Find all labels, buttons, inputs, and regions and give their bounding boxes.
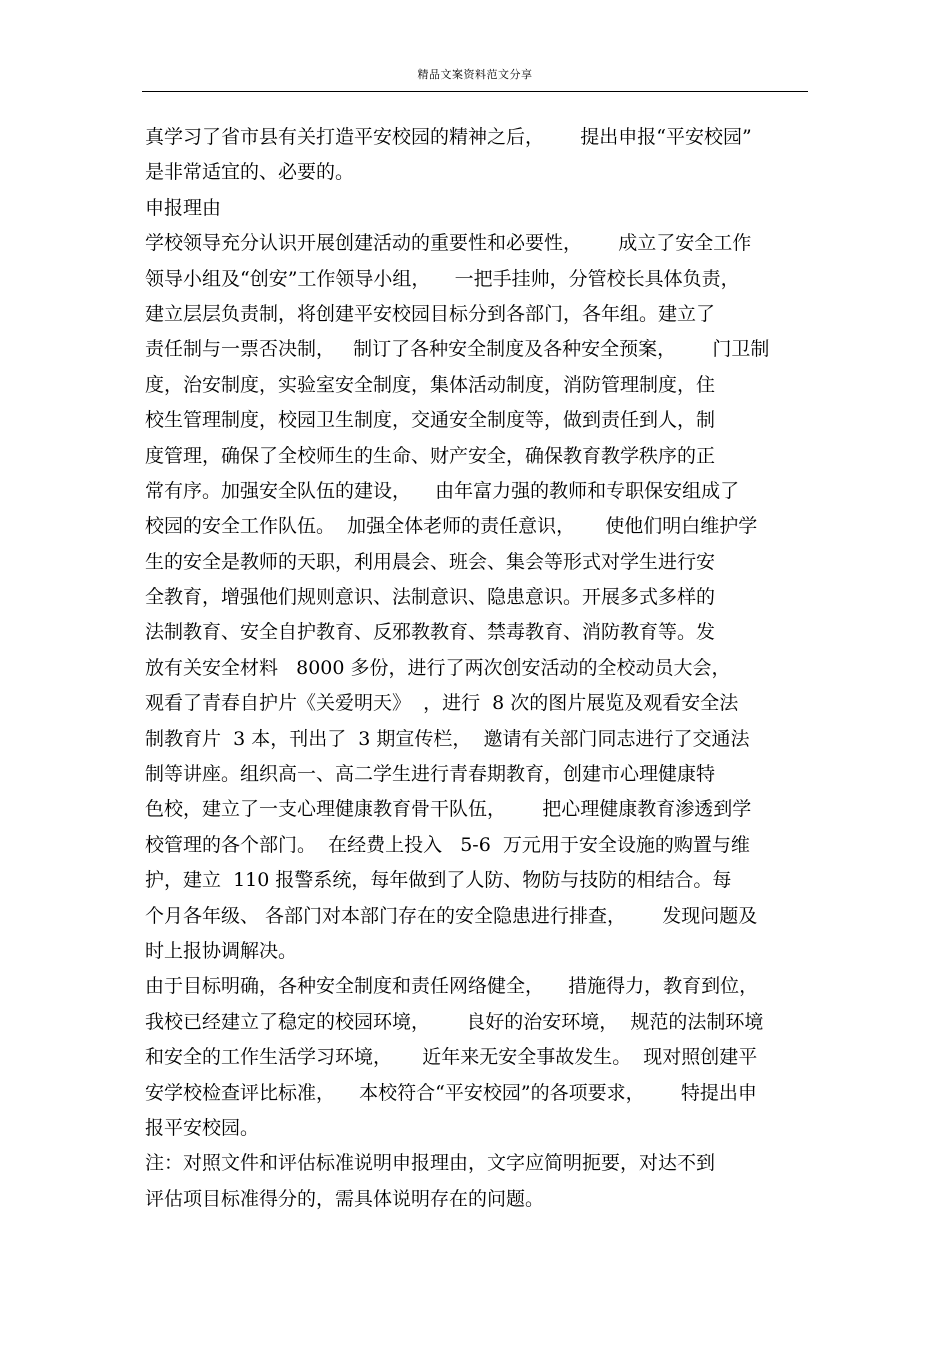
text-line: 制教育片 3 本，刊出了 3 期宣传栏， 邀请有关部门同志进行了交通法 — [145, 727, 750, 750]
text-line: 注：对照文件和评估标准说明申报理由，文字应简明扼要，对达不到 — [145, 1152, 716, 1175]
text-line: 个月各年级、 各部门对本部门存在的安全隐患进行排查， 发现问题及 — [145, 904, 758, 927]
text-line: 是非常适宜的、必要的。 — [145, 161, 355, 184]
document-body — [145, 120, 810, 1217]
text-line: 和安全的工作生活学习环境， 近年来无安全事故发生。 现对照创建平 — [145, 1046, 758, 1069]
text-line: 安学校检查评比标准， 本校符合“平安校园”的各项要求， 特提出申 — [145, 1081, 757, 1104]
text-line: 领导小组及“创安”工作领导小组， 一把手挂帅，分管校长具体负责， — [145, 267, 740, 290]
text-line: 校生管理制度，校园卫生制度，交通安全制度等，做到责任到人，制 — [145, 409, 716, 432]
text-line: 色校，建立了一支心理健康教育骨干队伍， 把心理健康教育渗透到学 — [145, 798, 752, 821]
text-line: 责任制与一票否决制， 制订了各种安全制度及各种安全预案， 门卫制 — [145, 338, 770, 361]
text-line: 观看了青春自护片《关爱明天》 ，进行 8 次的图片展览及观看安全法 — [145, 692, 739, 715]
text-line: 校园的安全工作队伍。 加强全体老师的责任意识， 使他们明白维护学 — [145, 515, 758, 538]
text-line: 全教育，增强他们规则意识、法制意识、隐患意识。开展多式多样的 — [145, 586, 716, 609]
text-line: 真学习了省市县有关打造平安校园的精神之后， 提出申报“平安校园” — [145, 126, 752, 148]
text-line: 建立层层负责制，将创建平安校园目标分到各部门，各年组。建立了 — [145, 302, 716, 325]
text-line: 申报理由 — [145, 196, 222, 219]
text-line: 由于目标明确，各种安全制度和责任网络健全， 措施得力，教育到位， — [145, 975, 759, 998]
page-header: 精品文案资料范文分享 — [417, 68, 533, 81]
text-line: 常有序。加强安全队伍的建设， 由年富力强的教师和专职保安组成了 — [145, 479, 740, 502]
text-line: 法制教育、安全自护教育、反邪教教育、禁毒教育、消防教育等。发 — [145, 621, 716, 644]
text-line: 我校已经建立了稳定的校园环境， 良好的治安环境， 规范的法制环境 — [145, 1010, 764, 1033]
text-line: 护，建立 110 报警系统，每年做到了人防、物防与技防的相结合。每 — [145, 869, 732, 892]
text-line: 校管理的各个部门。 在经费上投入 5-6 万元用于安全设施的购置与维 — [145, 833, 750, 856]
header-divider — [142, 91, 808, 92]
text-line: 评估项目标准得分的，需具体说明存在的问题。 — [145, 1187, 545, 1210]
text-line: 度管理，确保了全校师生的生命、财产安全，确保教育教学秩序的正 — [145, 444, 716, 467]
text-line: 生的安全是教师的天职，利用晨会、班会、集会等形式对学生进行安 — [145, 550, 716, 573]
text-line: 时上报协调解决。 — [145, 939, 298, 962]
text-line: 学校领导充分认识开展创建活动的重要性和必要性， 成立了安全工作 — [145, 232, 752, 255]
text-line: 制等讲座。组织高一、高二学生进行青春期教育，创建市心理健康特 — [145, 763, 716, 786]
text-line: 放有关安全材料 8000 多份，进行了两次创安活动的全校动员大会， — [145, 656, 731, 679]
text-line: 报平安校园。 — [145, 1116, 260, 1139]
text-line: 度，治安制度，实验室安全制度，集体活动制度，消防管理制度，住 — [145, 373, 716, 396]
